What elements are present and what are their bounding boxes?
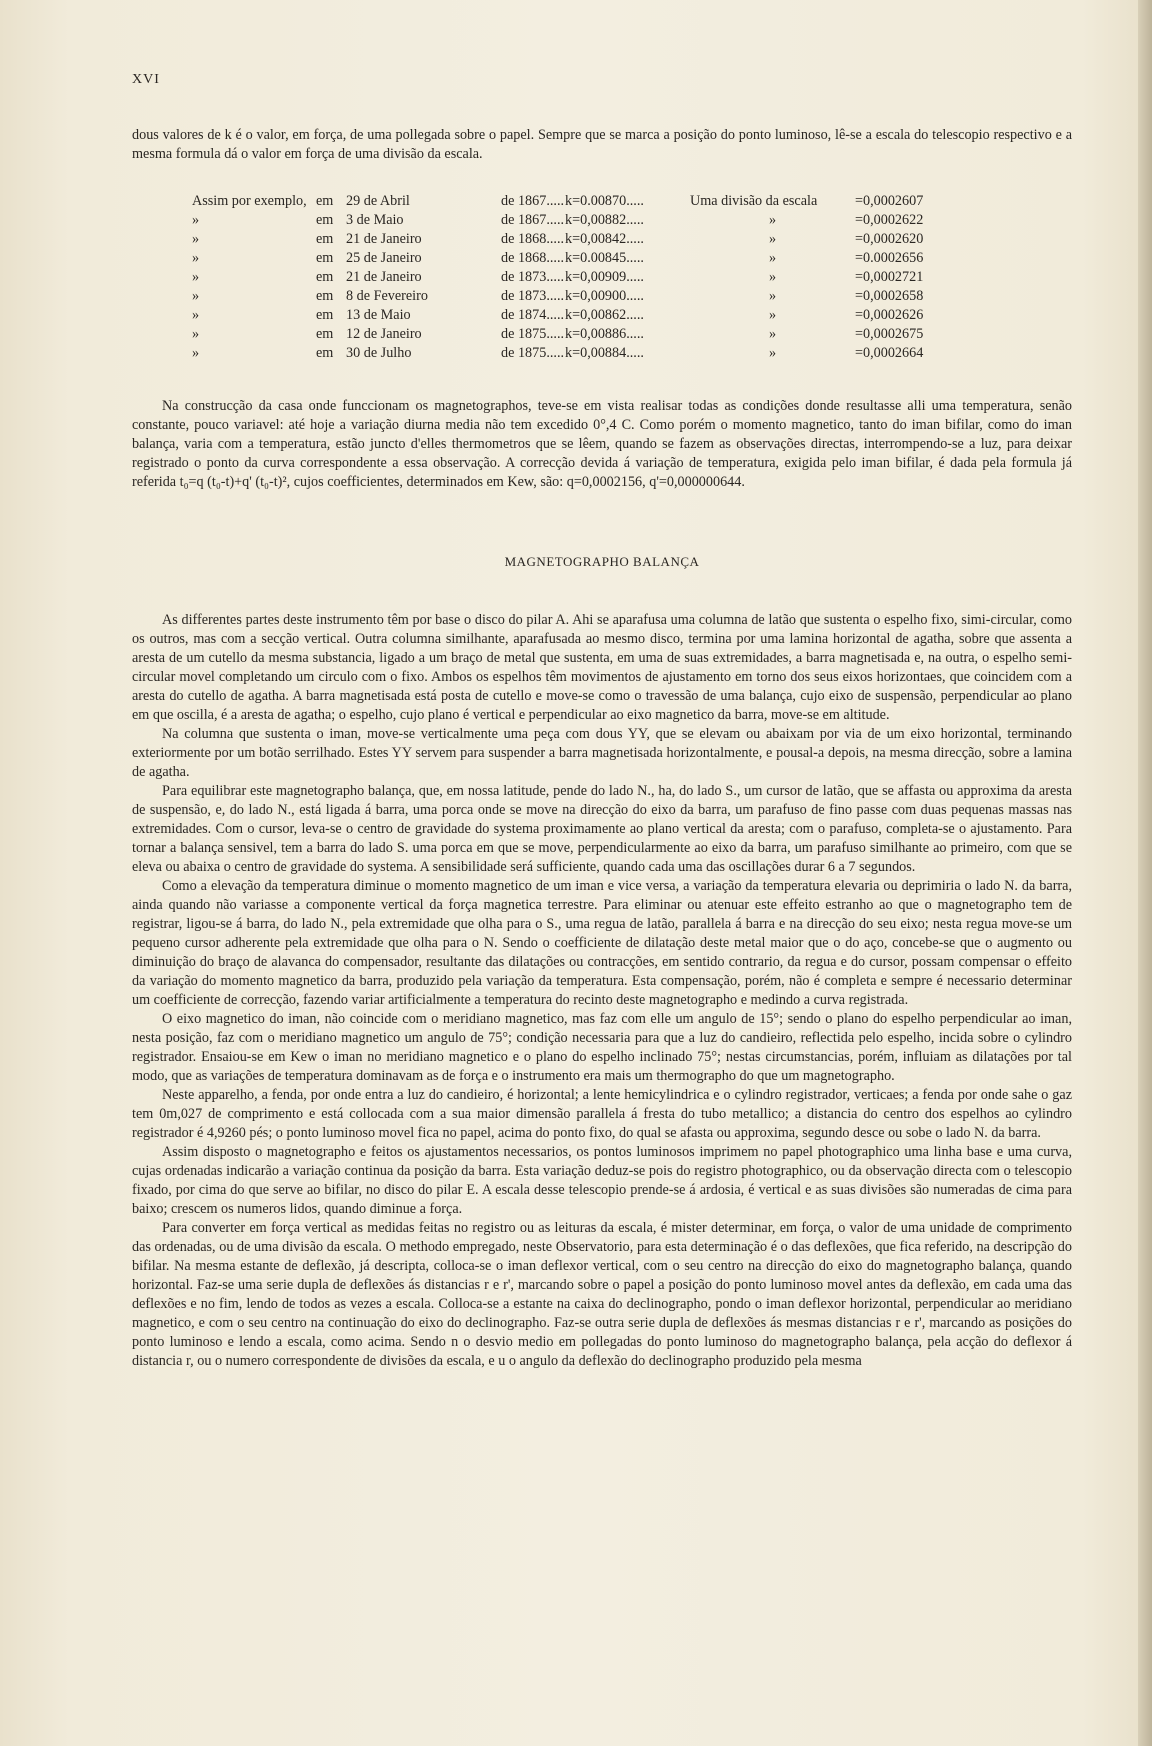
example-year: de 1867..... [501,193,565,209]
example-em: em [316,269,334,285]
example-year: de 1867..... [501,212,565,228]
example-lead: » [192,231,200,247]
example-em: em [316,250,334,266]
example-value: =0,0002607 [855,193,924,209]
example-lead: » [192,345,200,361]
example-lead: » [192,269,200,285]
example-row [192,230,1072,249]
example-year: de 1868..... [501,231,565,247]
example-k: k=0,00884..... [565,345,644,361]
example-em: em [316,326,334,342]
example-lead: » [192,307,200,323]
example-row [192,268,1072,287]
example-label: » [768,326,777,342]
example-row [192,325,1072,344]
example-em: em [316,212,334,228]
example-lead: Assim por exemplo, [192,193,307,209]
example-date: 21 de Janeiro [346,231,422,247]
example-em: em [316,307,334,323]
example-label: » [768,288,777,304]
example-k: k=0,00882..... [565,212,644,228]
example-label: Uma divisão da escala [690,193,818,209]
example-date: 25 de Janeiro [346,250,422,266]
examples-table [192,192,1072,363]
body-paragraph: As differentes partes deste instrumento têm por base o disco do pilar A. Ahi se aparafusa uma columna de latão que sustenta o espelho fixo, simi-circular, como os outros, mas com a secção vertical. Outra columna similhante, aparafusada ao mesmo disco, termina por uma lamina horizontal de agatha, sobre que assenta a aresta de um cutello da mesma substancia, ligado a um braço de metal que sustenta, em uma de suas extremidades, a barra magnetisada e, na outra, o espelho semi-circular movel completando um circulo com o fixo. Ambos os espelhos têm movimentos de ajustamento em torno dos seus eixos horizontaes, que coincidem com a aresta do cutello de agatha. A barra magnetisada está posta de cutello e move-se como o travessão de uma balança, cujo eixo de suspensão, perpendicular ao plano em que oscilla, é a aresta de agatha; o espelho, cujo plano é vertical e perpendicular ao eixo magnetico da barra, move-se em altitude. [132,612,1072,723]
example-lead: » [192,326,200,342]
example-k: k=0,00862..... [565,307,644,323]
example-k: k=0.00870..... [565,193,644,209]
example-lead: » [192,250,200,266]
body-paragraph: Como a elevação da temperatura diminue o momento magnetico de um iman e vice versa, a variação da temperatura elevaria ou deprimiria o lado N. da barra, ainda quando não variasse a componente vertical da força magnetica terrestre. Para eliminar ou atenuar este effeito estranho ao que o magnetographo tem de registrar, ligou-se á barra, do lado N., pela extremidade que olha para o S., uma regua de latão, parallela á barra e na direcção do seu eixo; nesta regua move-se um pequeno cursor adherente pela extremidade que olha para o N. Sendo o coefficiente de dilatação deste metal maior que o do aço, concebe-se que o augmento ou diminuição do braço de alavanca do compensador, resultante das dilatações ou contracções, em sentido contrario, da regua e do cursor, possam compensar o effeito da variação do momento magnetico da barra, produzido pela variação da temperatura. Esta compensação, porém, não é completa e sempre é necessario determinar um coefficiente de correcção, fazendo variar artificialmente a temperatura do recinto deste magnetographo e medindo a curva registrada. [132,878,1072,1008]
example-lead: » [192,288,200,304]
intro-paragraph: dous valores de k é o valor, em força, de uma pollegada sobre o papel. Sempre que se marca a posição do ponto luminoso, lê-se a escala do telescopio respectivo e a mesma formula dá o valor em força de uma divisão da escala. [132,127,1072,162]
example-k: k=0.00845..... [565,250,644,266]
example-year: de 1873..... [501,288,565,304]
example-em: em [316,193,334,209]
section-title: MAGNETOGRAPHO BALANÇA [504,554,700,569]
example-k: k=0,00909..... [565,269,644,285]
example-value: =0,0002658 [855,288,924,304]
example-label: » [768,212,777,228]
example-em: em [316,288,334,304]
page-content [132,126,1072,1371]
example-year: de 1875..... [501,326,565,342]
example-date: 29 de Abril [346,193,410,209]
example-value: =0,0002620 [855,231,924,247]
example-k: k=0,00900..... [565,288,644,304]
example-row [192,211,1072,230]
example-date: 3 de Maio [346,212,404,228]
example-row [192,344,1072,363]
example-label: » [768,307,777,323]
example-row [192,192,1072,211]
example-label: » [768,250,777,266]
body-paragraph: Para equilibrar este magnetographo balança, que, em nossa latitude, pende do lado N., ha, do lado S., um cursor de latão, que se affasta ou approxima da aresta de suspensão, e, do lado N., está ligada á barra, uma porca onde se move na direcção do eixo da barra, um parafuso de fino passe com duas pequenas massas nas extremidades. Com o cursor, leva-se o centro de gravidade do systema proximamente ao plano vertical da aresta; com o parafuso, completa-se o ajustamento. Para tornar a balança sensivel, tem a barra do lado S. uma porca em que se move, perpendicularmente ao eixo da barra, um parafuso similhante ao primeiro, com que se eleva ou abaixa o centro de gravidade do systema. A sensibilidade será sufficiente, quando cada uma das oscillações durar 6 a 7 segundos. [132,783,1072,875]
construction-paragraph: Na construcção da casa onde funccionam os magnetographos, teve-se em vista realisar todas as condições donde resultasse alli uma temperatura, senão constante, pouco variavel: até hoje a variação diurna media não tem excedido 0°,4 C. Como porém o momento magnetico, tanto do iman bifilar, como do iman balança, varia com a temperatura, estão juncto d'elles thermometros que se lêem, quando se fazem as observações directas, interrompendo-se a luz, para deixar registrado o ponto da curva correspondente a essa observação. A correcção devida á variação de temperatura, exigida pelo iman bifilar, é dada pela formula já referida t₀=q (t₀-t)+q' (t₀-t)², cujos coefficientes, determinados em Kew, são: q=0,0002156, q'=0,000000644. [132,398,1072,490]
body-paragraphs [132,611,1072,1371]
example-value: =0,0002626 [855,307,924,323]
page-number: XVI [132,72,160,87]
example-label: » [768,231,777,247]
example-date: 13 de Maio [346,307,411,323]
example-year: de 1868..... [501,250,565,266]
body-paragraph: Na columna que sustenta o iman, move-se verticalmente uma peça com dous YY, que se elevam ou abaixam por via de um eixo horizontal, terminando exteriormente por um botão serrilhado. Estes YY servem para suspender a barra magnetisada horizontalmente, e pousal-a depois, na mesma direcção, sobre a lamina de agatha. [132,726,1072,780]
example-value: =0.0002656 [855,250,924,266]
example-k: k=0,00886..... [565,326,644,342]
example-year: de 1873..... [501,269,565,285]
example-value: =0,0002675 [855,326,924,342]
example-value: =0,0002622 [855,212,924,228]
example-k: k=0,00842..... [565,231,644,247]
example-value: =0,0002664 [855,345,924,361]
example-year: de 1875..... [501,345,565,361]
example-em: em [316,231,334,247]
body-paragraph: Assim disposto o magnetographo e feitos os ajustamentos necessarios, os pontos luminosos imprimem no papel photographico uma linha base e uma curva, cujas ordenadas indicarão a variação continua da posição da barra. Esta variação deduz-se pois do registro photographico, ou da observação directa com o telescopio fixado, por cima do que serve ao bifilar, no disco do pilar E. A escala desse telescopio prende-se á ardosia, é vertical e as suas divisões são numeradas de cima para baixo; crescem os numeros lidos, quando diminue a força. [132,1144,1072,1217]
example-label: » [768,345,777,361]
page-edge [1138,0,1152,1746]
example-lead: » [192,212,200,228]
body-paragraph: O eixo magnetico do iman, não coincide com o meridiano magnetico, mas faz com elle um angulo de 15°; sendo o plano do espelho perpendicular ao iman, nesta posição, faz com o meridiano magnetico um angulo de 75°; condição necessaria para que a luz do candieiro, reflectida pelo espelho, incida sobre o cylindro registrador. Ensaiou-se em Kew o iman no meridiano magnetico e o plano do espelho inclinado 75°; nestas circumstancias, porém, influiam as dilatações por tal modo, que as variações de temperatura dominavam as de força e o instrumento era mais um thermographo do que um magnetographo. [132,1011,1072,1084]
example-year: de 1874..... [501,307,565,323]
body-paragraph: Neste apparelho, a fenda, por onde entra a luz do candieiro, é horizontal; a lente hemicylindrica e o cylindro registrador, verticaes; a fenda por onde sahe o gaz tem 0m,027 de comprimento e está collocada com a sua maior dimensão parallela á fresta do tubo metallico; a distancia do centro dos espelhos ao cylindro registrador é 4,9260 pés; o ponto luminoso movel fica no papel, acima do ponto fixo, do qual se afasta ou approxima, segundo desce ou sobe o lado N. da barra. [132,1087,1072,1141]
example-date: 8 de Fevereiro [346,288,428,304]
example-row [192,306,1072,325]
example-date: 21 de Janeiro [346,269,422,285]
example-row [192,287,1072,306]
example-row [192,249,1072,268]
example-label: » [768,269,777,285]
example-date: 12 de Janeiro [346,326,422,342]
example-value: =0,0002721 [855,269,924,285]
example-em: em [316,345,334,361]
example-date: 30 de Julho [346,345,412,361]
body-paragraph: Para converter em força vertical as medidas feitas no registro ou as leituras da escala, é mister determinar, em força, o valor de uma unidade de comprimento das ordenadas, ou de uma divisão da escala. O methodo empregado, neste Observatorio, para esta determinação é o das deflexões, que fica referido, na descripção do bifilar. Na mesma estante de deflexão, já descripta, colloca-se o iman deflexor vertical, com o seu centro na direcção do eixo do magnetographo balança, quando horizontal. Faz-se uma serie dupla de deflexões ás distancias r e r', marcando sobre o papel a posição do ponto luminoso movel antes da deflexão, em cada uma das deflexões e no fim, lendo de todos as vezes a escala. Colloca-se a estante na caixa do declinographo, pondo o iman deflexor horizontal, perpendicular ao meridiano magnetico, e com o seu centro na continuação do eixo do declinographo. Faz-se outra serie dupla de deflexões ás mesmas distancias r e r', marcando as posições do ponto luminoso e lendo a escala, como acima. Sendo n o desvio medio em pollegadas do ponto luminoso do magnetographo balança, pela acção do deflexor á distancia r, ou o numero correspondente de divisões da escala, e u o angulo da deflexão do declinographo produzido pela mesma [132,1220,1072,1369]
